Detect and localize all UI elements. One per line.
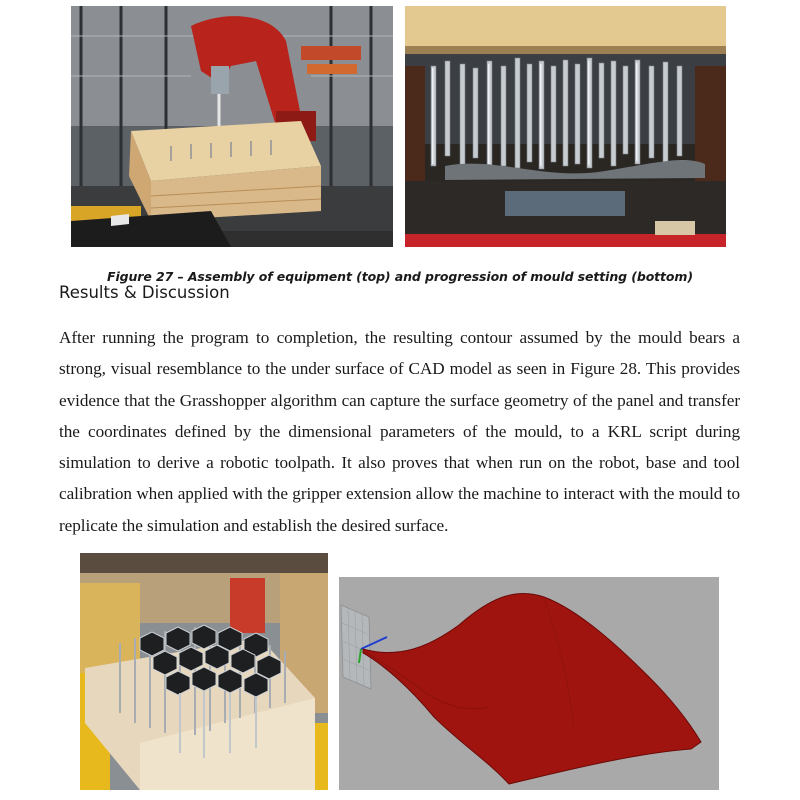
body-paragraph: After running the program to completion, the resulting contour assumed by the mould bears a strong, visual resemblance to the under surface of CAD model as seen in Figure 28. This provides evidence that the Grasshopper algorithm can capture the surface geometry of the panel and transfer the coordinates defined by the dimensional parameters of the mould, to a KRL script during simulation to derive a robotic toolpath. It also proves that when run on the robot, base and tool calibration when applied with the gripper extension allow the machine to interact with the mould to replicate the simulation and establish the desired surface.	[59, 328, 740, 535]
figure-caption: Figure 27 – Assembly of equipment (top) and progression of mould setting (bottom)	[107, 268, 693, 284]
photo-hexagon-mould	[80, 553, 328, 790]
cad-surface-render	[339, 577, 719, 790]
photo-robot-assembly	[71, 6, 393, 247]
section-heading: Results & Discussion	[59, 283, 230, 302]
photo-mould-pins	[405, 6, 726, 247]
